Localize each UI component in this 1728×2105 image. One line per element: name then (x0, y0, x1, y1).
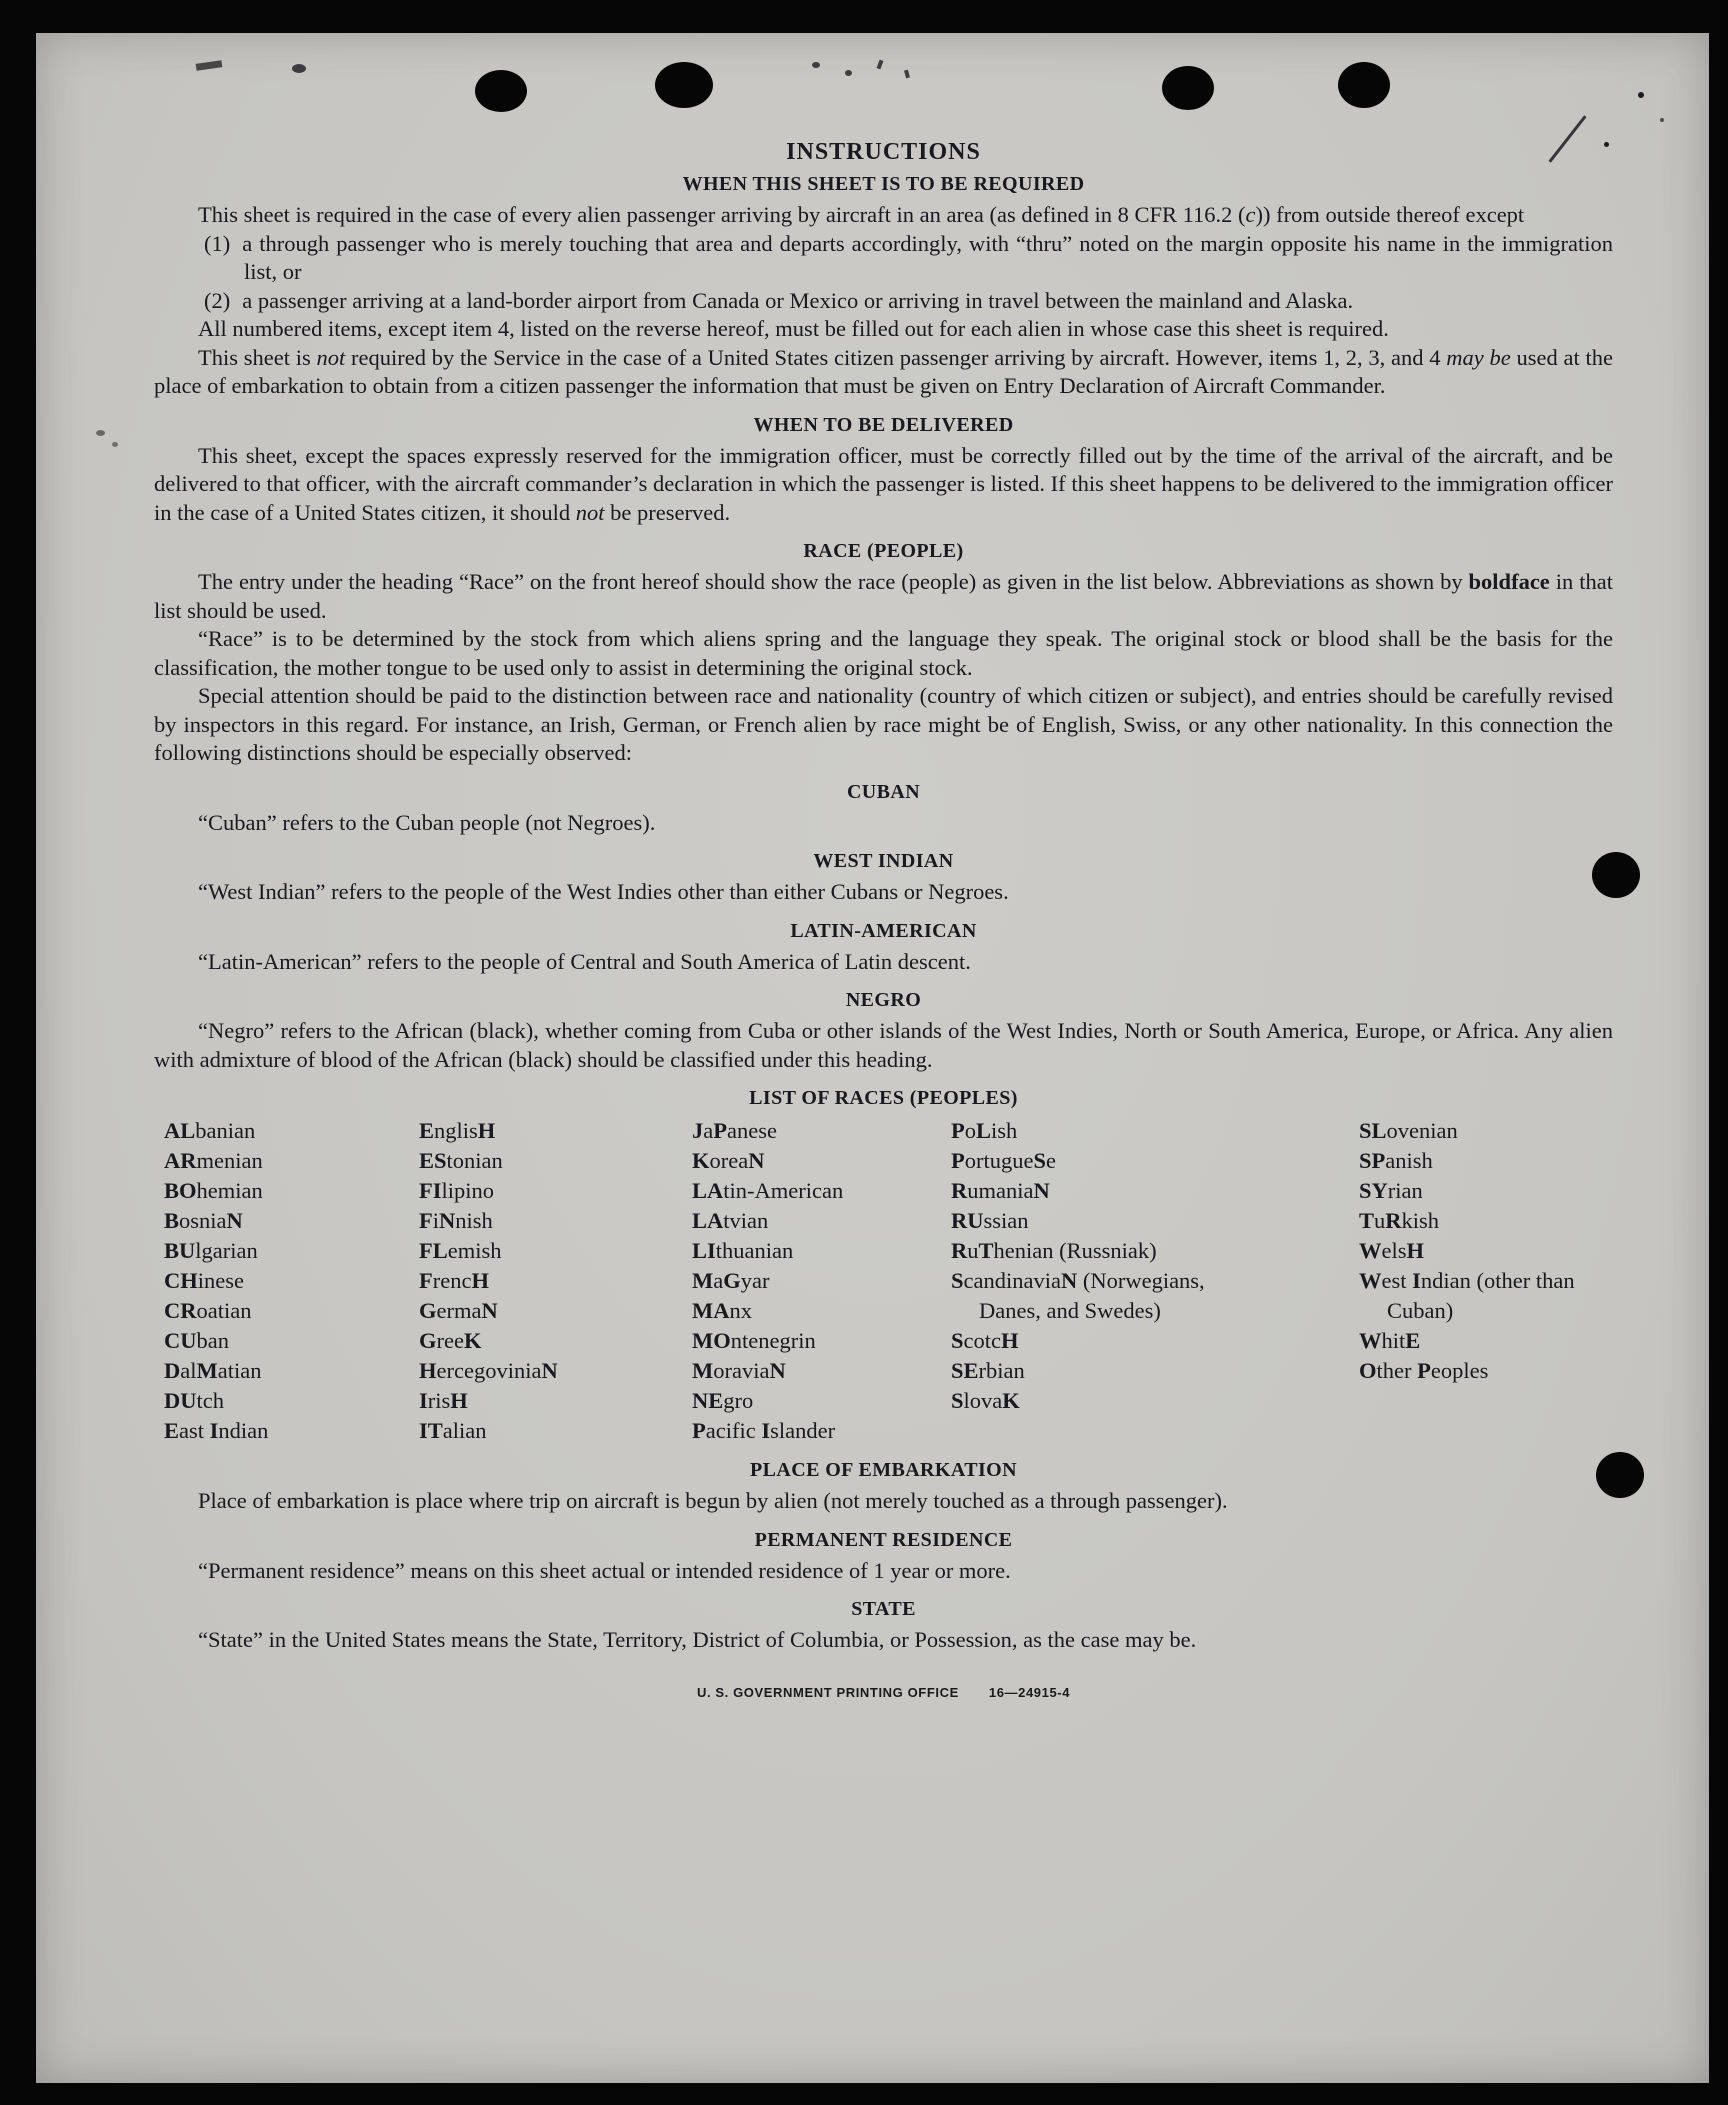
section-heading: CUBAN (846, 780, 921, 803)
section-heading: WEST INDIAN (813, 850, 954, 872)
form-code: 16—24915-4 (988, 1684, 1071, 1700)
race-name: NEgro (692, 1388, 754, 1413)
race-name: TuRkish (1359, 1208, 1440, 1233)
races-column (164, 1116, 419, 1446)
paragraph: This sheet, except the spaces expressly reserved for the immigration officer, must be correctly filled out by the time of the arrival of the aircraft, and be delivered to that officer, with the aircraft commander’s declaration in which the passenger is listed. If this sheet happens to be delivered to the immigration officer in the case of a United States citizen, it should not be preserved. (154, 442, 1613, 525)
races-column (692, 1116, 951, 1446)
race-name: CRoatian (164, 1298, 252, 1323)
ink-mark (845, 70, 852, 76)
races-table (154, 1116, 1613, 1446)
race-name: SPanish (1359, 1148, 1433, 1173)
race-name: BosniaN (164, 1208, 243, 1233)
section-heading: WHEN THIS SHEET IS TO BE REQUIRED (682, 173, 1085, 195)
paragraph: Place of embarkation is place where trip on aircraft is begun by alien (not merely touched as a through passenger). (198, 1488, 1228, 1513)
section-heading: LIST OF RACES (PEOPLES) (749, 1087, 1018, 1109)
race-name: MaGyar (692, 1268, 770, 1293)
race-name: LAtin-American (692, 1178, 844, 1203)
race-name: SLovenian (1359, 1118, 1458, 1143)
punch-hole (1162, 66, 1214, 110)
ink-mark (1604, 142, 1609, 147)
document-content (36, 33, 1709, 1707)
section-heading: RACE (PEOPLE) (803, 540, 964, 562)
section-heading: NEGRO (845, 989, 922, 1011)
race-name: West Indian (other than Cuban) (1359, 1268, 1575, 1323)
races-column (1359, 1116, 1613, 1446)
item-number: (2) (204, 287, 231, 313)
race-name: RumaniaN (951, 1178, 1050, 1203)
paragraph: “West Indian” refers to the people of the West Indies other than either Cubans or Negroes. (198, 879, 1009, 904)
ink-mark (1638, 92, 1644, 98)
race-name: RUssian (951, 1208, 1029, 1233)
race-name: PoLish (951, 1118, 1018, 1143)
race-name: ScotcH (951, 1328, 1019, 1353)
race-name: FIlipino (419, 1178, 495, 1203)
race-name: SlovaK (951, 1388, 1020, 1413)
race-name: ARmenian (164, 1148, 263, 1173)
paragraph: “Permanent residence” means on this sheet actual or intended residence of 1 year or more. (198, 1557, 1011, 1583)
page-title: INSTRUCTIONS (786, 139, 981, 165)
paper-sheet (36, 33, 1709, 2083)
race-name: BUlgarian (164, 1238, 258, 1263)
race-name: JaPanese (692, 1118, 777, 1143)
paragraph: Special attention should be paid to the distinction between race and nationality (country of which citizen or subject), and entries should be carefully revised by inspectors in this regard. For instance, an Irish, German, or French alien by race might be of English, Swiss, or any other nationality. In this connection the following distinctions should be especially observed: (154, 683, 1613, 765)
race-name: EStonian (419, 1148, 503, 1173)
race-name: RuThenian (Russniak) (951, 1238, 1157, 1263)
race-name: GermaN (419, 1298, 498, 1323)
race-name: East Indian (164, 1418, 269, 1443)
ink-mark (812, 62, 820, 68)
punch-hole (475, 70, 527, 112)
race-name: ScandinaviaN (Norwegians, Danes, and Swedes) (951, 1268, 1205, 1323)
paragraph: “Latin-American” refers to the people of Central and South America of Latin descent. (198, 948, 971, 974)
section-heading: WHEN TO BE DELIVERED (753, 413, 1014, 436)
race-name: DalMatian (164, 1358, 262, 1383)
race-name: KoreaN (692, 1148, 765, 1173)
paragraph: The entry under the heading “Race” on the front hereof should show the race (people) as given in the list below. Abbreviations as shown by boldface in that list should be used. (154, 569, 1613, 623)
item-number: (1) (204, 230, 231, 256)
section-heading: PLACE OF EMBARKATION (750, 1459, 1017, 1481)
footer-imprint (154, 1679, 1613, 1708)
race-name: Other Peoples (1359, 1358, 1489, 1383)
race-name: FrencH (419, 1268, 489, 1293)
race-name: SYrian (1359, 1178, 1423, 1203)
race-name: MOntenegrin (692, 1328, 816, 1353)
races-column (951, 1116, 1259, 1446)
race-name: GreeK (419, 1328, 482, 1353)
race-name: EnglisH (419, 1118, 496, 1143)
race-name: Pacific Islander (692, 1418, 836, 1443)
race-name: IrisH (419, 1388, 468, 1413)
race-name: DUtch (164, 1388, 224, 1413)
race-name: ALbanian (164, 1118, 256, 1143)
race-name: SErbian (951, 1358, 1025, 1383)
race-name: CHinese (164, 1268, 244, 1293)
numbered-item: (2) a passenger arriving at a land-border airport from Canada or Mexico or arriving in travel between the mainland and Alaska. (204, 287, 1354, 313)
race-name: WhitE (1359, 1328, 1421, 1353)
race-name: FLemish (419, 1238, 502, 1263)
race-name: LIthuanian (692, 1238, 794, 1263)
punch-hole (1338, 62, 1390, 108)
section-heading: LATIN-AMERICAN (790, 919, 977, 942)
printing-office-text: U. S. GOVERNMENT PRINTING OFFICE (696, 1684, 959, 1700)
ink-mark (292, 64, 306, 73)
punch-hole (655, 62, 713, 108)
ink-spot (1596, 1452, 1644, 1498)
race-name: MAnx (692, 1298, 752, 1323)
numbered-item: (1) a through passenger who is merely touching that area and departs accordingly, with “thru” noted on the margin opposite his name in the immigration list, or (204, 230, 1613, 284)
race-name: CUban (164, 1328, 229, 1353)
paragraph: “State” in the United States means the State, Territory, District of Columbia, or Possession, as the case may be. (198, 1627, 1197, 1652)
race-name: PortugueSe (951, 1148, 1056, 1173)
doc-sections (154, 171, 1613, 1655)
section-heading: PERMANENT RESIDENCE (754, 1528, 1013, 1551)
race-name: BOhemian (164, 1178, 263, 1203)
race-name: WelsH (1359, 1238, 1425, 1263)
race-name: LAtvian (692, 1208, 769, 1233)
races-column (419, 1116, 692, 1446)
paragraph: This sheet is required in the case of every alien passenger arriving by aircraft in an area (as defined in 8 CFR 116.2 (c)) from outside thereof except (198, 202, 1525, 227)
ink-spot (1592, 852, 1640, 898)
paragraph: All numbered items, except item 4, listed on the reverse hereof, must be filled out for each alien in whose case this sheet is required. (198, 316, 1389, 341)
paragraph: “Negro” refers to the African (black), whether coming from Cuba or other islands of the West Indies, North or South America, Europe, or Africa. Any alien with admixture of blood of the African (black) should be classified under this heading. (154, 1018, 1613, 1072)
race-name: MoraviaN (692, 1358, 786, 1383)
ink-mark (96, 430, 105, 436)
paragraph: “Cuban” refers to the Cuban people (not Negroes). (198, 809, 656, 835)
ink-mark (112, 442, 118, 447)
race-name: HercegoviniaN (419, 1358, 558, 1383)
section-heading: STATE (851, 1598, 916, 1620)
paragraph: “Race” is to be determined by the stock from which aliens spring and the language they speak. The original stock or blood shall be the basis for the classification, the mother tongue to be used only to assist in determining the original stock. (154, 626, 1613, 680)
paragraph: This sheet is not required by the Service in the case of a United States citizen passenger arriving by aircraft. However, items 1, 2, 3, and 4 may be used at the place of embarkation to obtain from a citizen passenger the information that must be given on Entry Declaration of Aircraft Commander. (154, 344, 1613, 398)
ink-mark (1660, 118, 1664, 122)
race-name: ITalian (419, 1418, 487, 1443)
race-name: FiNnish (419, 1208, 493, 1233)
